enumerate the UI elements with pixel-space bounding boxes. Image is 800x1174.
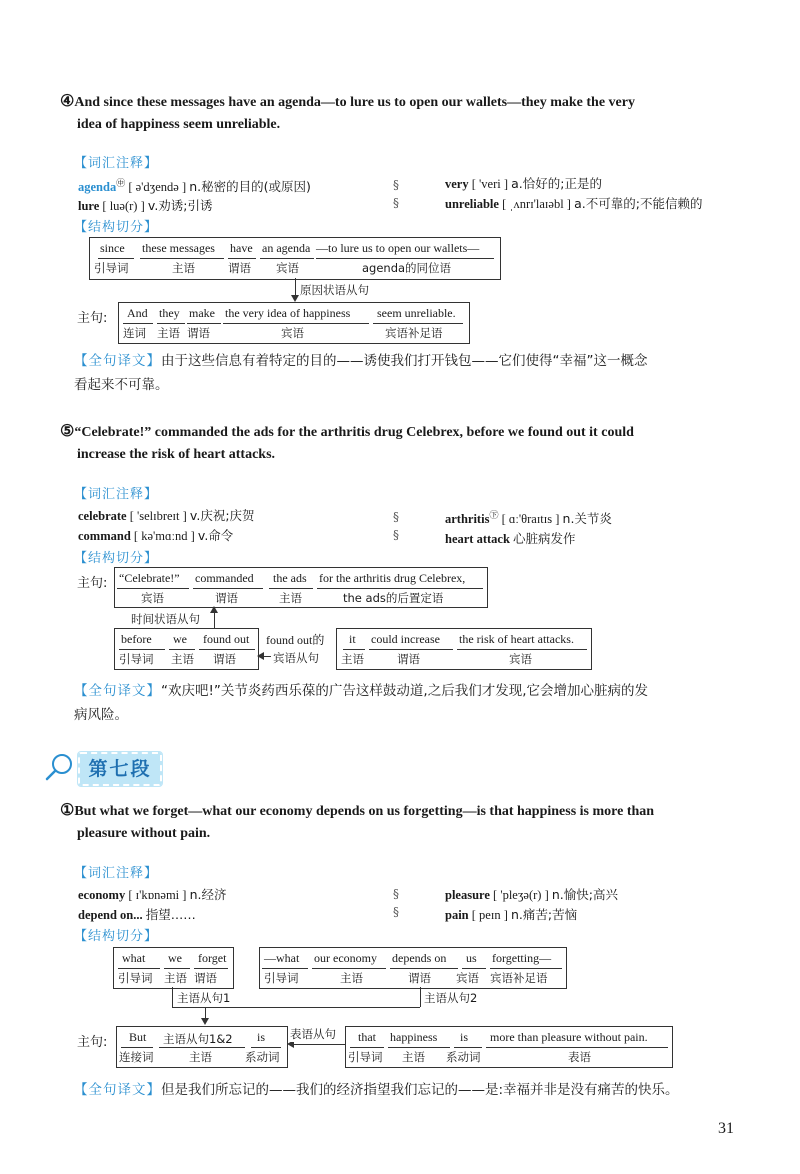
sentence-4: ④And since these messages have an agenda—to lure us to open our wallets—they make the very idea of happiness seem unreliable. xyxy=(60,93,635,132)
structure-label: 【结构切分】 xyxy=(74,220,159,235)
vocab-entry: celebrate [ 'selɪbreɪt ] v.庆祝;庆贺 xyxy=(78,508,255,523)
clause-box: —what our economy depends on us forgetting— 引导词 主语 谓语 宾语 宾语补足语 xyxy=(259,947,567,989)
main-label: 主句: xyxy=(77,1035,108,1050)
clause-box: before we found out 引导词 主语 谓语 xyxy=(114,628,259,670)
link-label: 主语从句2 xyxy=(424,991,478,1005)
sentence-number: ④ xyxy=(60,93,75,110)
vocab-entry: pain [ peɪn ] n.痛苦;苦恼 xyxy=(445,907,578,922)
main-clause-box: “Celebrate!” commanded the ads for the arthritis drug Celebrex, 宾语 谓语 主语 the ads的后置定语 xyxy=(114,567,488,608)
clause-box: what we forget 引导词 主语 谓语 xyxy=(113,947,234,989)
vocab-label: 【词汇注释】 xyxy=(74,156,159,171)
vocab-entry: command [ kə'mɑːnd ] v.命令 xyxy=(78,528,234,543)
vocab-label: 【词汇注释】 xyxy=(74,866,159,881)
link-label: 时间状语从句 xyxy=(131,612,200,626)
vocab-entry: unreliable [ ˌʌnrɪ'laɪəbl ] a.不可靠的;不能信赖的 xyxy=(445,196,703,211)
magnifier-icon xyxy=(44,752,76,782)
clause-box: since these messages have an agenda —to lure us to open our wallets— 引导词 主语 谓语 宾语 agenda的同位语 xyxy=(89,237,501,280)
structure-label: 【结构切分】 xyxy=(74,551,159,566)
translation: 【全句译文】“欢庆吧!”关节炎药西乐葆的广告这样鼓动道,之后我们才发现,它会增加心脏病的发 病风险。 xyxy=(74,683,648,723)
vocab-entry: arthritis㊦ [ ɑː'θraɪtɪs ] n.关节炎 xyxy=(445,510,612,527)
vocab-entry: lure [ luə(r) ] v.劝诱;引诱 xyxy=(78,198,213,213)
vocab-label: 【词汇注释】 xyxy=(74,487,159,502)
section-title: 第七段 xyxy=(78,752,162,786)
object-note: found out的 xyxy=(266,633,325,647)
link-label: 主语从句1 xyxy=(177,991,231,1005)
structure-label: 【结构切分】 xyxy=(74,929,159,944)
link-label: 表语从句 xyxy=(290,1027,336,1041)
main-label: 主句: xyxy=(77,576,108,591)
main-clause-box: But 主语从句1&2 is 连接词 主语 系动词 xyxy=(116,1026,288,1068)
main-clause-box: And they make the very idea of happiness seem unreliable. 连词 主语 谓语 宾语 宾语补足语 xyxy=(118,302,470,344)
translation: 【全句译文】但是我们所忘记的——我们的经济指望我们忘记的——是:幸福并非是没有痛苦的快乐。 xyxy=(74,1082,679,1098)
vocab-entry: heart attack 心脏病发作 xyxy=(445,531,576,546)
vocab-entry: depend on... 指望…… xyxy=(78,907,196,922)
vocab-entry: pleasure [ 'pleʒə(r) ] n.愉快;高兴 xyxy=(445,887,618,902)
clause-box: that happiness is more than pleasure without pain. 引导词 主语 系动词 表语 xyxy=(345,1026,673,1068)
page-number: 31 xyxy=(718,1120,734,1137)
sentence-1: ①But what we forget—what our economy depends on us forgetting—is that happiness is more than pleasure without pain. xyxy=(60,802,655,841)
sentence-5: ⑤“Celebrate!” commanded the ads for the arthritis drug Celebrex, before we found out it could increase the risk of heart attacks. xyxy=(60,423,634,462)
vocab-entry: economy [ ɪ'kɒnəmi ] n.经济 xyxy=(78,887,227,902)
object-note: 宾语从句 xyxy=(273,651,319,665)
link-label: 原因状语从句 xyxy=(300,283,369,297)
separator-icon: § § xyxy=(393,178,399,210)
clause-box: it could increase the risk of heart attacks. 主语 谓语 宾语 xyxy=(336,628,592,670)
separator-icon: § § xyxy=(393,887,399,919)
vocab-entry: agenda㊥ [ ə'dʒendə ] n.秘密的目的(或原因) xyxy=(78,178,311,195)
separator-icon: § § xyxy=(393,510,399,542)
translation: 【全句译文】由于这些信息有着特定的目的——诱使我们打开钱包——它们使得“幸福”这一概念 看起来不可靠。 xyxy=(74,353,648,393)
main-label: 主句: xyxy=(77,311,108,326)
vocab-entry: very [ 'veri ] a.恰好的;正是的 xyxy=(445,176,602,191)
